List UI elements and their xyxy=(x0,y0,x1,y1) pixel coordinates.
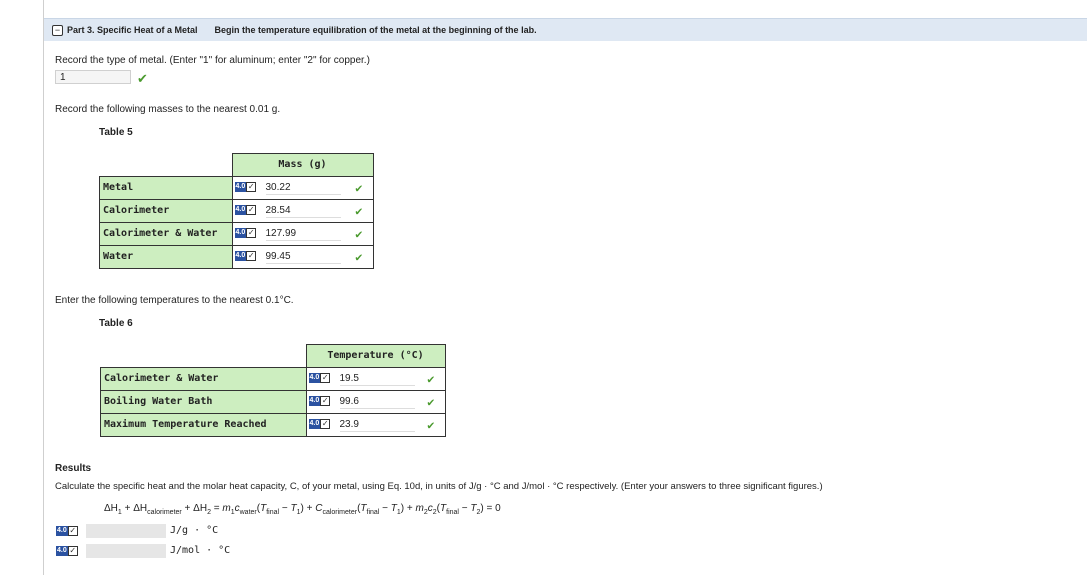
temperature-input[interactable]: 23.9 xyxy=(340,418,415,432)
temperature-input[interactable]: 19.5 xyxy=(340,372,415,386)
temperature-row-label: Calorimeter & Water xyxy=(101,367,307,390)
collapse-icon[interactable]: − xyxy=(52,25,63,36)
correct-check-icon: ✔ xyxy=(355,203,363,218)
part-description: Begin the temperature equilibration of the metal at the beginning of the lab. xyxy=(214,25,537,35)
mass-row-label: Water xyxy=(100,245,233,268)
correct-check-icon: ✔ xyxy=(355,249,363,264)
correct-check-icon: ✔ xyxy=(427,371,435,386)
table5-title: Table 5 xyxy=(99,127,133,138)
correct-check-icon: ✔ xyxy=(355,180,363,195)
mass-row-label: Metal xyxy=(100,176,233,199)
mass-prompt: Record the following masses to the nearest 0.01 g. xyxy=(55,104,281,115)
table-row xyxy=(101,413,446,436)
temperature-prompt: Enter the following temperatures to the nearest 0.1°C. xyxy=(55,295,294,306)
specific-heat-unit: J/g · °C xyxy=(170,525,219,536)
score-badge-icon: 4.0 ✓ xyxy=(235,227,255,237)
temp-table-corner xyxy=(101,345,307,368)
score-badge-icon: 4.0 ✓ xyxy=(57,546,77,555)
temperature-row-label: Boiling Water Bath xyxy=(101,390,307,413)
specific-heat-input[interactable] xyxy=(86,524,166,538)
temperature-input[interactable]: 99.6 xyxy=(340,395,415,409)
mass-input[interactable]: 30.22 xyxy=(266,181,341,195)
table-row xyxy=(100,176,374,199)
molar-heat-capacity-unit: J/mol · °C xyxy=(170,545,231,556)
table6-title: Table 6 xyxy=(99,318,133,329)
table-row xyxy=(100,245,374,268)
correct-check-icon: ✔ xyxy=(355,226,363,241)
mass-input[interactable]: 99.45 xyxy=(266,250,341,264)
score-badge-icon: 4.0 ✓ xyxy=(309,418,329,428)
score-badge-icon: 4.0 ✓ xyxy=(235,181,255,191)
results-title: Results xyxy=(55,463,92,474)
part-title: Part 3. Specific Heat of a Metal xyxy=(67,25,198,35)
mass-table-corner xyxy=(100,154,233,177)
temperature-row-label: Maximum Temperature Reached xyxy=(101,413,307,436)
table-row xyxy=(101,390,446,413)
score-badge-icon: 4.0 ✓ xyxy=(309,372,329,382)
left-border-line xyxy=(43,0,44,575)
score-badge-icon: 4.0 ✓ xyxy=(309,395,329,405)
mass-row-label: Calorimeter xyxy=(100,199,233,222)
mass-row-label: Calorimeter & Water xyxy=(100,222,233,245)
molar-heat-capacity-input[interactable] xyxy=(86,544,166,558)
score-badge-icon: 4.0 ✓ xyxy=(235,250,255,260)
results-instructions: Calculate the specific heat and the molar heat capacity, C, of your metal, using Eq. 10d, in units of J/g · °C and J/mol · °C respectively. (Enter your answers to three significant figures.) xyxy=(55,481,823,492)
score-badge-icon: 4.0 ✓ xyxy=(235,204,255,214)
table-row xyxy=(100,199,374,222)
score-badge-icon: 4.0 ✓ xyxy=(57,526,77,535)
temperature-table xyxy=(100,344,446,437)
mass-input[interactable]: 28.54 xyxy=(266,204,341,218)
table-row xyxy=(100,222,374,245)
metal-type-prompt: Record the type of metal. (Enter "1" for aluminum; enter "2" for copper.) xyxy=(55,55,370,66)
metal-type-input[interactable]: 1 xyxy=(55,70,131,84)
heat-equation: $\Delta H_1 + \Delta H_{calorimeter} + \Delta H_2 = m_1c_{water}(T_{final} - T_1) + C_{calorimeter}(T_{final} - T_1) + m_2c_2(T_{final} - T_2) = 0$ xyxy=(104,503,501,516)
temperature-column-header: Temperature (°C) xyxy=(306,345,445,368)
mass-table xyxy=(99,153,374,269)
mass-column-header: Mass (g) xyxy=(232,154,373,177)
metal-type-check-icon: ✔ xyxy=(137,71,148,86)
part-header xyxy=(44,18,1087,41)
correct-check-icon: ✔ xyxy=(427,394,435,409)
table-row xyxy=(101,367,446,390)
correct-check-icon: ✔ xyxy=(427,417,435,432)
mass-input[interactable]: 127.99 xyxy=(266,227,341,241)
